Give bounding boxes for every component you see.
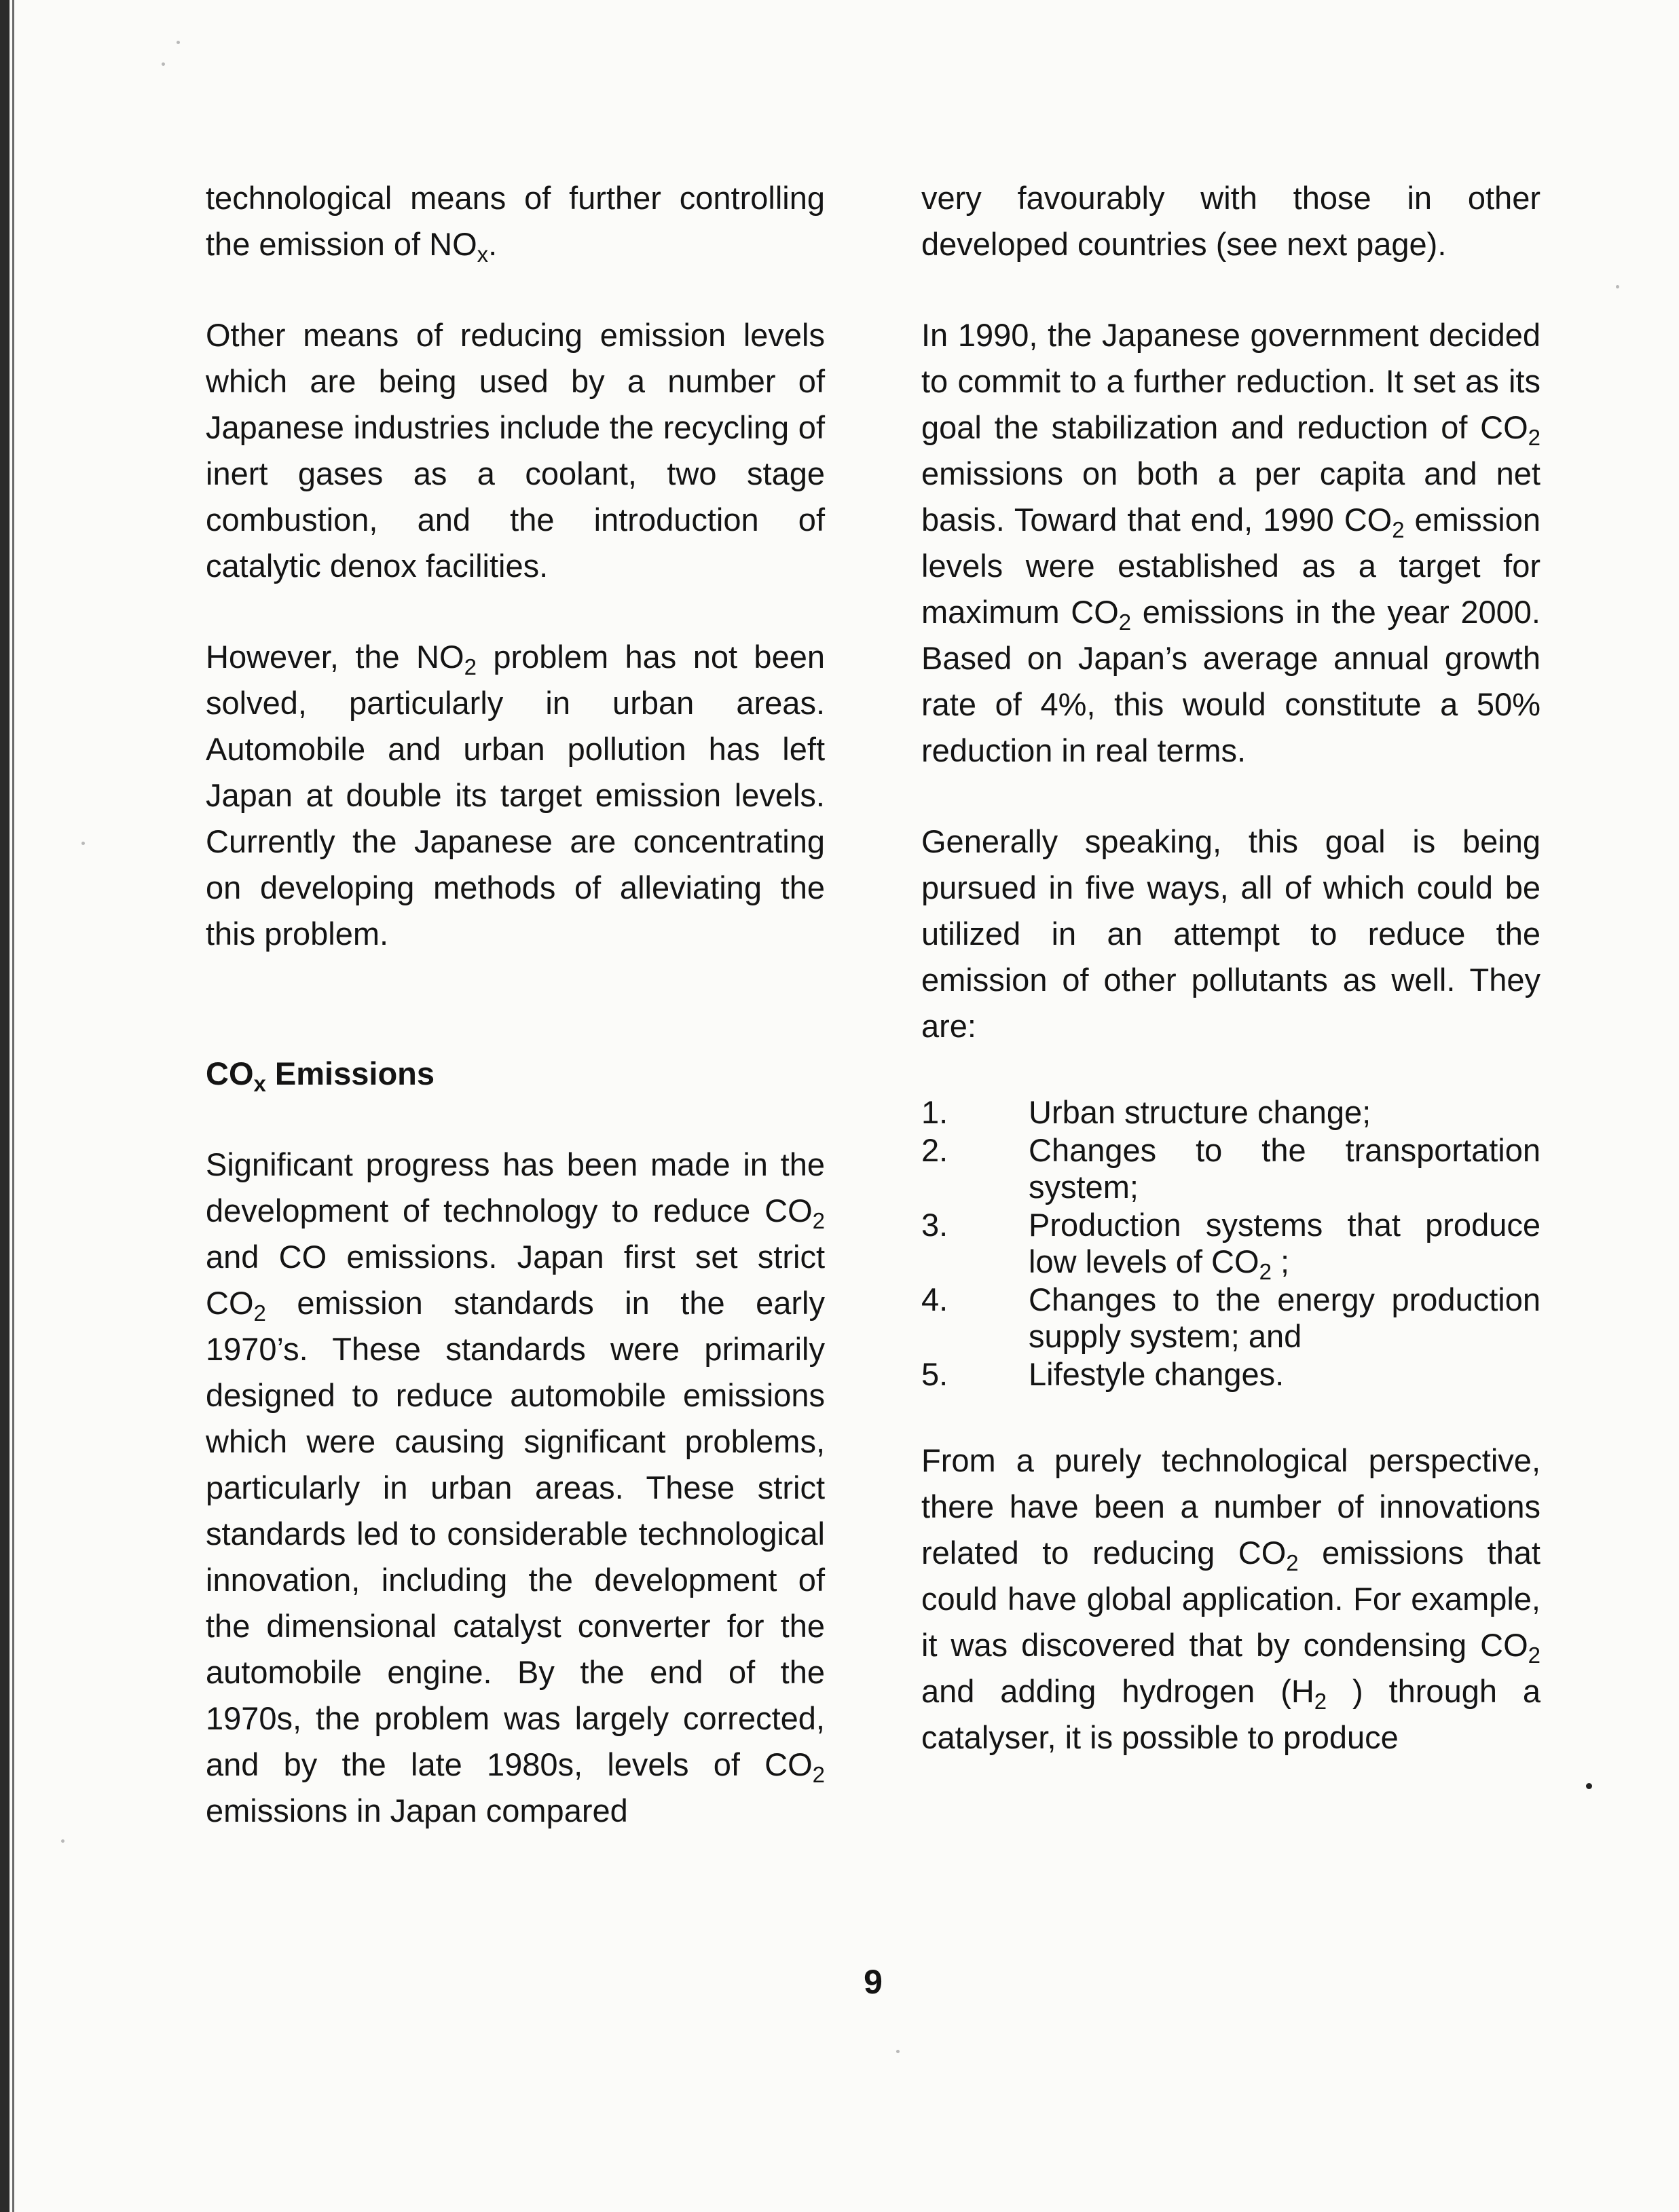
scan-edge xyxy=(0,0,10,2212)
scan-speck-dark xyxy=(1586,1783,1592,1789)
paragraph-1990-goal: In 1990, the Japanese government decided to commit to a further reduction. It set as its goal the stabilization and reduction of $CO_2$ emissions on both a per capita and net basis. Toward that end, 1990 $CO_2$ emission levels were established as a target for maximum $CO_2$ emissions in the year 2000. Based on Japan’s average annual growth rate of 4%, this would constitute a 50% reduction in real terms. xyxy=(921,317,1540,768)
list-item: 5. Lifestyle changes. xyxy=(921,1356,1285,1392)
scan-speck xyxy=(162,62,165,66)
list-item: 2. Changes to the transportation system; xyxy=(921,1132,1540,1205)
scan-speck xyxy=(896,2050,900,2053)
list-item: 1. Urban structure change; xyxy=(921,1094,1371,1130)
scan-speck xyxy=(177,41,180,44)
list-item: 4. Changes to the energy production supply system; and xyxy=(921,1281,1540,1354)
paragraph-no2-problem: However, the $NO_2$ problem has not been solved, particularly in urban areas. Automobile and urban pollution has left Japan at double its target emission levels. Currently the Japanese are concentrating on developing methods of alleviating the this problem. xyxy=(206,639,825,952)
right-column xyxy=(921,175,1540,1805)
scan-edge-line xyxy=(12,0,14,2212)
section-heading-cox-emissions: $CO_x$ Emissions xyxy=(206,1055,435,1096)
scan-speck xyxy=(1616,285,1619,288)
list-item: 3. Production systems that produce low levels of $CO_2$ ; xyxy=(921,1207,1540,1284)
paragraph-technological-perspective: From a purely technological perspective, there have been a number of innovations related to reducing $CO_2$ emissions that could have global application. For example, it was discovered that by condensing $CO_2$ and adding hydrogen ($H_2$ ) through a catalyser, it is possible to produce xyxy=(921,1442,1541,1755)
five-ways-list xyxy=(921,1094,1540,1393)
scan-speck xyxy=(61,1839,64,1843)
page-number: 9 xyxy=(864,1963,883,2001)
paragraph-nox-control: technological means of further controlling the emission of $NO_x$. xyxy=(206,180,825,267)
scan-speck xyxy=(81,842,85,845)
paragraph-other-means: Other means of reducing emission levels which are being used by a number of Japanese industries include the recycling of inert gases as a coolant, two stage combustion, and the introduction of catalytic denox facilities. xyxy=(206,317,825,584)
paragraph-co2-progress: Significant progress has been made in the development of technology to reduce $CO_2$ and CO emissions. Japan first set strict $CO_2$ emission standards in the early 1970’s. These standards were primarily designed to reduce automobile emissions which were causing significant problems, particularly in urban areas. These strict standards led to considerable technological innovation, including the development of the dimensional catalyst converter for the automobile engine. By the end of the 1970s, the problem was largely corrected, and by the late 1980s, levels of $CO_2$ emissions in Japan compared xyxy=(206,1146,825,1829)
paragraph-five-ways: Generally speaking, this goal is being pursued in five ways, all of which could be utilized in an attempt to reduce the emission of other pollutants as well. They are: xyxy=(921,823,1540,1044)
left-column xyxy=(206,175,825,1879)
paragraph-favourable-comparison: very favourably with those in other developed countries (see next page). xyxy=(921,180,1540,262)
